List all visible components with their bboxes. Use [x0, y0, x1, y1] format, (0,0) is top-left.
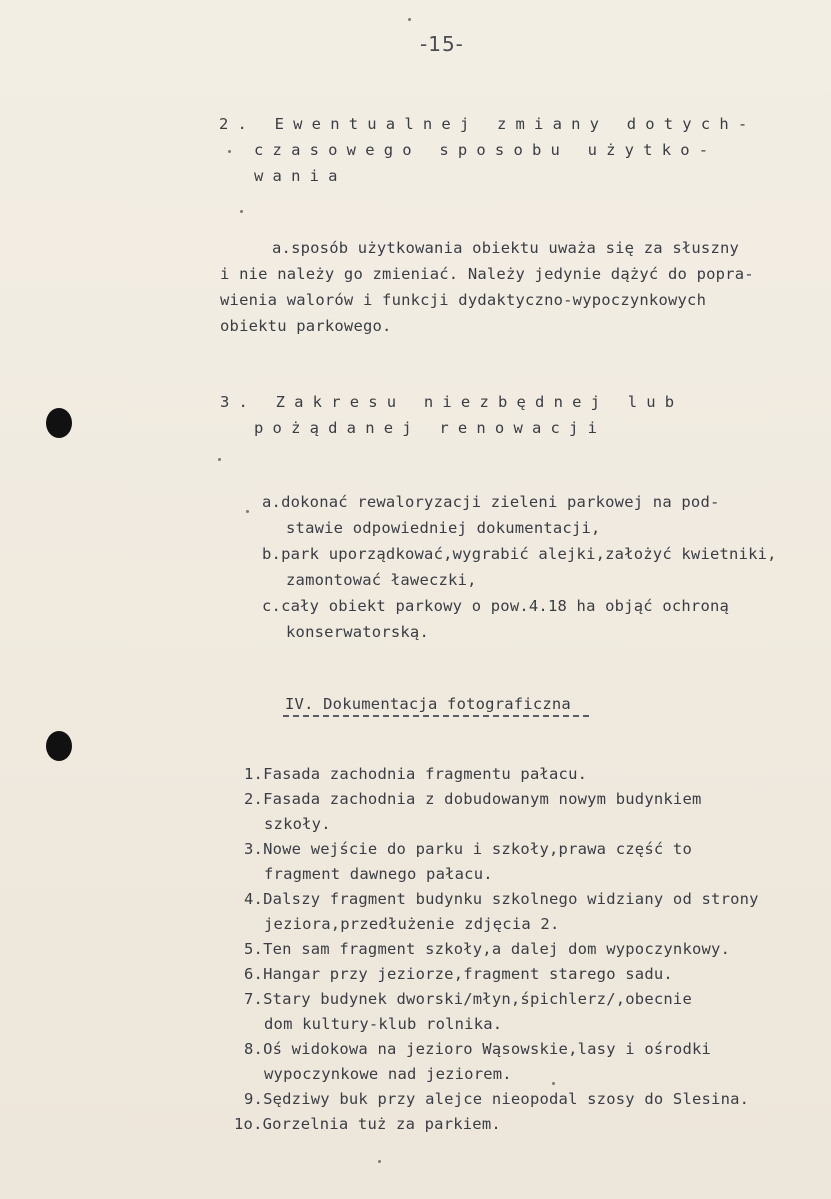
paper-speck: [218, 458, 221, 461]
photo-list-line: 4.Dalszy fragment budynku szkolnego widziany od strony: [244, 890, 759, 908]
paper-speck: [228, 150, 231, 153]
section2-heading-line: wania: [254, 167, 347, 185]
section2-paragraph-line: obiektu parkowego.: [220, 317, 392, 335]
photo-list-line: 3.Nowe wejście do parku i szkoły,prawa część to: [244, 840, 692, 858]
page-number: -15-: [420, 32, 464, 56]
section3-item-line: c.cały obiekt parkowy o pow.4.18 ha objąć ochroną: [262, 597, 730, 615]
photo-list-line: dom kultury-klub rolnika.: [264, 1015, 503, 1033]
punch-hole-bottom: [46, 731, 72, 761]
photo-list-line: 7.Stary budynek dworski/młyn,śpichlerz/,obecnie: [244, 990, 692, 1008]
section4-heading: IV. Dokumentacja fotograficzna: [285, 695, 571, 713]
section2-heading-line: czasowego sposobu użytko-: [254, 141, 718, 159]
photo-list-line: 8.Oś widokowa na jezioro Wąsowskie,lasy i ośrodki: [244, 1040, 712, 1058]
photo-list-line: szkoły.: [264, 815, 331, 833]
paper-speck: [378, 1160, 381, 1163]
paper-speck: [408, 18, 411, 21]
paper-speck: [552, 1082, 555, 1085]
section3-heading-line: 3. Zakresu niezbędnej lub: [220, 393, 684, 411]
punch-hole-top: [46, 408, 72, 438]
photo-list-line: fragment dawnego pałacu.: [264, 865, 493, 883]
photo-list-line: 9.Sędziwy buk przy alejce nieopodal szosy do Slesina.: [244, 1090, 750, 1108]
photo-list-line: 5.Ten sam fragment szkoły,a dalej dom wypoczynkowy.: [244, 940, 731, 958]
photo-list-line: 2.Fasada zachodnia z dobudowanym nowym budynkiem: [244, 790, 702, 808]
paper-speck: [246, 510, 249, 513]
section2-heading-line: 2. Ewentualnej zmiany dotych-: [219, 115, 757, 133]
photo-list-line: 1o.Gorzelnia tuż za parkiem.: [234, 1115, 501, 1133]
section2-paragraph-line: i nie należy go zmieniać. Należy jedynie dążyć do popra-: [220, 265, 754, 283]
section3-item-line: zamontować ławeczki,: [286, 571, 477, 589]
section3-item-line: a.dokonać rewaloryzacji zieleni parkowej na pod-: [262, 493, 720, 511]
photo-list-line: wypoczynkowe nad jeziorem.: [264, 1065, 512, 1083]
photo-list-line: jeziora,przedłużenie zdjęcia 2.: [264, 915, 560, 933]
section3-heading-line: pożądanej renowacji: [254, 419, 607, 437]
paper-speck: [240, 210, 243, 213]
section3-item-line: stawie odpowiedniej dokumentacji,: [286, 519, 601, 537]
photo-list-line: 6.Hangar przy jeziorze,fragment starego sadu.: [244, 965, 673, 983]
photo-list-line: 1.Fasada zachodnia fragmentu pałacu.: [244, 765, 588, 783]
section3-item-line: konserwatorską.: [286, 623, 429, 641]
section3-item-line: b.park uporządkować,wygrabić alejki,założyć kwietniki,: [262, 545, 777, 563]
section2-paragraph-line: wienia walorów i funkcji dydaktyczno-wypoczynkowych: [220, 291, 707, 309]
section2-paragraph-line: a.sposób użytkowania obiektu uważa się za słuszny: [272, 239, 740, 257]
heading-underline: [283, 715, 589, 717]
